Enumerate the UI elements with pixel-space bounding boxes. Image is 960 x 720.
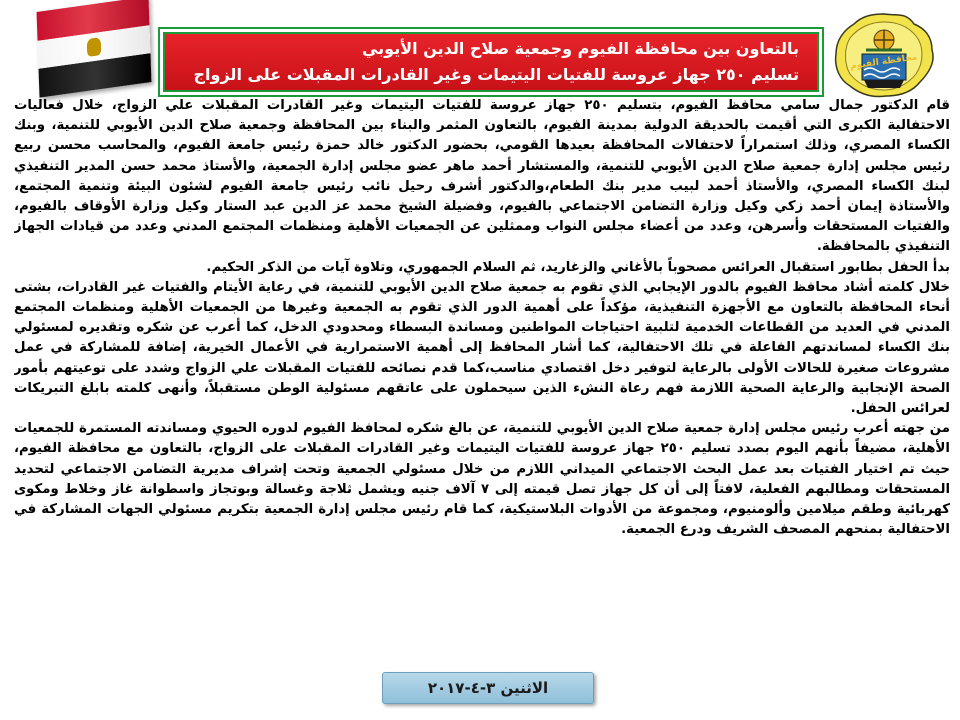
article-paragraph: من جهته أعرب رئيس مجلس إدارة جمعية صلاح الدين الأيوبي للتنمية، عن بالغ شكره لمحافظ الفيوم لدوره الحيوي ومساندته المستمرة للجمعيات الأهلية، مضيفاً بأنهم اليوم بصدد تسليم ٢٥٠ جهاز عروسة للفتيات اليتيمات وغير القادرات المقبلات على الزواج، بالتعاون مع محافظة الفيوم، حيث تم اختيار الفتيات بعد عمل البحث الاجتماعي الميداني اللازم من خلال مسئولي الجمعية وتحت إشراف مديرية التضامن الاجتماعي لتحديد المستحقات ومطالبهم الفعلية، لافتاً إلى أن كل جهاز تصل قيمته إلى ٧ آلاف جنيه ويشمل ثلاجة وغسالة وبوتجاز واسطوانة غاز وخلاط ومكوى كهربائية وطقم ميلامين وألومنيوم، ومجموعة من الأدوات البلاستيكية، كما قام رئيس مجلس إدارة الجمعية بتكريم مسئولي الجهات المشاركة في الاحتفالية بمنحهم المصحف الشريف ودرع الجمعية. [14,421,950,538]
article-paragraph: بدأ الحفل بطابور استقبال العرائس مصحوباً بالأغاني والزغاريد، ثم السلام الجمهوري، وتلاوة آيات من الذكر الحكيم. [206,259,950,275]
article-paragraph: خلال كلمته أشاد محافظ الفيوم بالدور الإيجابي الذي تقوم به جمعية صلاح الدين الأيوبي للتنمية، في رعاية الأيتام والفتيات غير القادرات، بشتى أنحاء المحافظة بالتعاون مع الأجهزة التنفيذية، مؤكداً على أهمية الدور الذي تقوم به الجمعية وغيرها من الجمعيات الأهلية ومنظمات المجتمع المدني في العديد من القطاعات الخدمية لتلبية احتياجات المواطنين ومساندة البسطاء ومحدودي الدخل، كما أعرب عن شكره وتقديره لمسئولي بنك الكساء لمساندتهم الفاعلة في تلك الاحتفالية، كما أشار المحافظ إلى أهمية الاستمرارية في الأعمال الخيرية، إضافة للمشاركة في عمل مشروعات صغيرة للحالات الأولى بالرعاية لتوفير دخل اقتصادي مناسب،كما قدم نصائحه للفتيات المقبلات علي الزواج وشدد على توعيتهم بأمور الصحة الإنجابية والرعاية الصحية اللازمة فهم رعاة النشء الذين سيحملون على عاتقهم مسئولية الوطن مستقبلاً، وأنهى كلمته بابلغ التبريكات لعرائس الحفل. [14,279,950,417]
title-line-2: تسليم ٢٥٠ جهاز عروسة للفتيات اليتيمات وغير القادرات المقبلات على الزواج [193,65,799,84]
article-body [14,96,950,696]
title-line-1: بالتعاون بين محافظة الفيوم وجمعية صلاح الدين الأيوبي [361,39,799,58]
egypt-flag-icon [37,0,152,98]
eagle-emblem-icon [87,37,102,57]
date-badge: الاثنين ٣-٤-٢٠١٧ [382,672,594,704]
fayoum-governorate-logo [828,10,940,100]
title-banner [163,32,819,92]
logo-text: محافظة الفيوم [849,52,918,72]
article-paragraph: قام الدكتور جمال سامي محافظ الفيوم، بتسليم ٢٥٠ جهاز عروسة للفتيات اليتيمات وغير القادرات المقبلات علي الزواج، خلال فعاليات الاحتفالية الكبرى التي أقيمت بالحديقة الدولية بمدينة الفيوم، بالتعاون المثمر والبناء بين المحافظة وجمعية صلاح الدين الأيوبي للتنمية، وبنك الكساء المصري، وذلك استمراراً لاحتفالات المحافظة بعيدها القومي، بحضور الدكتور خالد حمزة رئيس جامعة الفيوم، والمحاسب محسن ربيع رئيس مجلس إدارة جمعية صلاح الدين الأيوبي للتنمية، والمستشار أحمد ماهر عضو مجلس إدارة الجمعية، والأستاذ محمد حسن المدير التنفيذي لبنك الكساء المصري، والأستاذ أحمد لبيب مدير بنك الطعام،والدكتور أشرف رحيل نائب رئيس جامعة الفيوم لشئون البيئة وتنمية المجتمع، والأستاذة إيمان أحمد زكي وكيل وزارة التضامن الاجتماعي بالفيوم، وفضيلة الشيخ محمد عز الدين عبد الستار وكيل وزارة الأوقاف بالفيوم، والفتيات المستحقات وأسرهن، وعدد من أعضاء مجلس النواب وممثلين عن الجمعيات الأهلية ومنظمات المجتمع المدني وعدد من قيادات الجهاز التنفيذي بالمحافظة. [14,98,950,255]
